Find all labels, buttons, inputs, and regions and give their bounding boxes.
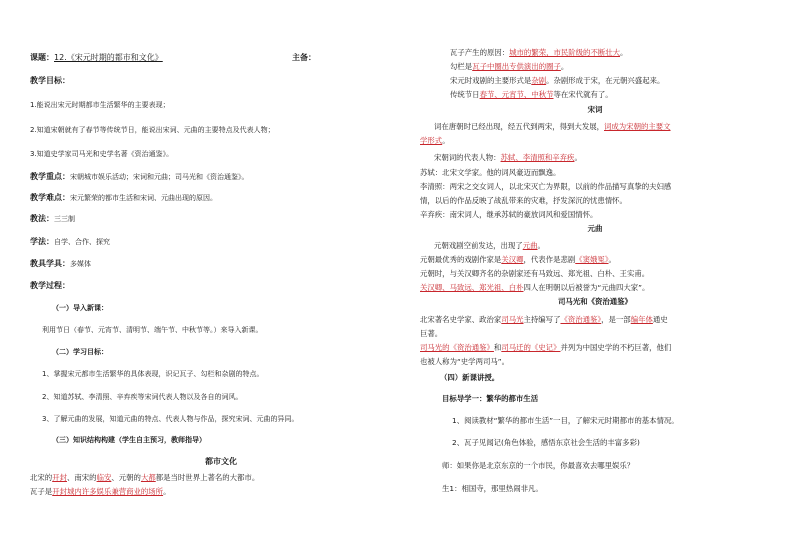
highlight-run: 临安 (96, 473, 112, 482)
highlight-run: 关汉卿 (501, 255, 524, 264)
songci-paragraph-cont (420, 135, 450, 147)
text-run: 并列为中国史学的不朽巨著，他们 (560, 343, 672, 352)
sima-line-cont: 巨著。 (420, 329, 443, 338)
process-heading: 教学过程： (30, 281, 70, 290)
key-label: 教学重点： (30, 172, 70, 181)
highlight-run: 苏轼、李清照和辛弃疾 (500, 153, 575, 162)
goals-heading: 教学目标： (30, 76, 70, 85)
highlight-run: 开封城内许多娱乐兼营商业的场所 (52, 487, 164, 496)
host-label: 主备： (292, 53, 316, 62)
tools-label: 教具学具： (30, 259, 70, 268)
text-run: 词在唐朝时已经出现，经五代到两宋，得到大发展， (434, 122, 604, 131)
goal-item: 1.能说出宋元时期都市生活繁华的主要表现； (30, 101, 170, 109)
text-run: ，是一部 (601, 315, 631, 324)
text-run: 等在宋代就有了。 (553, 90, 613, 99)
xinqiji-line: 辛弃疾：南宋词人，继承苏轼的豪放词风和爱国情怀。 (420, 210, 598, 219)
study-method (30, 236, 110, 248)
zaju-line (450, 75, 664, 87)
sushi-line: 苏轼：北宋文学家。他的词风豪迈而飘逸。 (420, 168, 561, 177)
tools-text: 多媒体 (70, 260, 91, 268)
study-text: 自学、合作、探究 (54, 238, 110, 246)
key-text: 宋朝城市娱乐活动；宋词和元曲；司马光和《资治通鉴》。 (70, 173, 249, 181)
highlight-run: 春节、元宵节、中秋节 (479, 90, 554, 99)
yuanqu-writer (420, 254, 616, 266)
text-run: 。 (560, 62, 569, 71)
text-run: 元朝最优秀的戏剧作家是 (420, 255, 502, 264)
sima-line-2 (420, 342, 671, 354)
student-answer: 生1：相国寺，那里热闹非凡。 (442, 484, 543, 493)
text-run: 通史 (652, 315, 668, 324)
target-item: 2、知道苏轼、李清照、辛弃疾等宋词代表人物以及各自的词风。 (42, 393, 243, 401)
liqingzhao-line-cont: 情，以后的作品反映了战乱带来的灾难，抒发深沉的忧患情怀。 (420, 196, 627, 205)
section-targets-title: （二）学习目标： (52, 348, 108, 356)
sima-heading: 司马光和《资治通鉴》 (558, 297, 632, 306)
highlight-run: 开封 (52, 473, 67, 482)
text-run: 四人在明朝以后被誉为“元曲四大家”。 (523, 283, 650, 292)
highlight-run: 编年体 (630, 315, 653, 324)
method-text: 三三制 (54, 215, 75, 223)
yuanqu-four-masters (420, 282, 649, 294)
yuanqu-heading: 元曲 (587, 224, 603, 233)
text-run: 。 (442, 136, 450, 145)
text-run: 宋元时戏剧的主要形式是 (450, 76, 532, 85)
text-run: 主持编写了 (523, 315, 561, 324)
festivals-line (450, 89, 613, 101)
highlight-run: 元曲 (522, 241, 538, 250)
highlight-run: 《窦娥冤》 (575, 255, 609, 264)
difficult-points (30, 192, 217, 204)
songci-heading: 宋词 (587, 105, 603, 114)
teaching-method (30, 213, 75, 225)
lesson-title: 12.《宋元时期的都市和文化》 (54, 53, 163, 62)
text-run: 、南宋的 (66, 473, 97, 482)
text-run: 。杂剧形成于宋，在元朝兴盛起来。 (546, 76, 665, 85)
wazi-definition (30, 486, 170, 498)
key-points (30, 171, 249, 183)
section-intro-title: （一）导入新课： (52, 304, 108, 312)
study-label: 学法： (30, 237, 54, 246)
text-run: 勾栏是 (450, 62, 473, 71)
difficult-label: 教学难点： (30, 193, 70, 202)
songci-paragraph (434, 121, 671, 133)
difficult-text: 宋元繁荣的都市生活和宋词、元曲出现的原因。 (70, 194, 217, 202)
city-culture-heading: 都市文化 (205, 457, 237, 466)
text-run: 北宋著名史学家、政治家 (420, 315, 502, 324)
lesson-label: 课题： (30, 53, 54, 62)
yuanqu-peers: 元朝时，与关汉卿齐名的杂剧家还有马致远、郑光祖、白朴、王实甫。 (420, 269, 650, 278)
text-run: 。 (608, 255, 616, 264)
text-run: 宋朝词的代表人物： (434, 153, 501, 162)
target1-item: 2、瓦子见闻记(角色体验，感悟东京社会生活的丰富多彩) (452, 438, 640, 447)
wazi-reason (450, 47, 627, 59)
text-run: 元朝戏剧空前发达，出现了 (434, 241, 523, 250)
text-run: 、元朝的 (111, 473, 141, 482)
method-label: 教法： (30, 214, 54, 223)
songci-reps (434, 152, 582, 164)
highlight-run: 杂剧 (531, 76, 547, 85)
lesson-header (30, 52, 185, 64)
target1-item: 1、阅读教材“繁华的都市生活”一目，了解宋元时期都市的基本情况。 (452, 416, 679, 425)
text-run: 传统节日 (450, 90, 480, 99)
goal-item: 2.知道宋朝就有了春节等传统节日，能说出宋词、元曲的主要特点及代表人物； (30, 126, 275, 134)
highlight-run: 大都 (140, 473, 156, 482)
highlight-run: 关汉卿、马致远、郑光祖、白朴 (420, 283, 524, 292)
section-intro-text: 利用节日（春节、元宵节、清明节、端午节、中秋节等。）来导入新课。 (42, 326, 263, 334)
text-run: 。 (163, 487, 171, 496)
target-item: 1、掌握宋元都市生活繁华的具体表现，识记瓦子、勾栏和杂剧的特点。 (42, 370, 264, 378)
text-run: ，代表作是悲剧 (523, 255, 576, 264)
highlight-run: 司马光的《资治通鉴》 (420, 343, 494, 352)
sima-line-3: 也被人称为“史学两司马”。 (420, 357, 509, 366)
text-run: 。 (537, 241, 545, 250)
text-run: 。 (574, 153, 582, 162)
goal-item: 3.知道史学家司马光和史学名著《资治通鉴》。 (30, 150, 174, 158)
liqingzhao-line: 李清照：两宋之交女词人，以北宋灭亡为界限，以前的作品描写真挚的夫妇感 (420, 182, 672, 191)
text-run: 和 (493, 343, 502, 352)
highlight-run: 司马迁的《史记》 (501, 343, 561, 352)
text-run: 瓦子产生的原因： (450, 48, 510, 57)
teaching-tools (30, 258, 91, 270)
city-line (30, 472, 259, 484)
text-run: 。 (620, 48, 628, 57)
teacher-question: 师：如果你是北京东京的一个市民，你最喜欢去哪里娱乐？ (442, 461, 635, 470)
text-run: 北宋的 (30, 473, 53, 482)
yuanqu-line (434, 240, 545, 252)
highlight-run: 《资治通鉴》 (560, 315, 602, 324)
section-structure-title: （三）知识结构构建（学生自主预习，教师指导） (52, 436, 206, 444)
target1-title: 目标导学一：繁华的都市生活 (442, 394, 539, 403)
highlight-run: 司马光 (501, 315, 524, 324)
section-new-lesson-title: （四）新课讲授。 (440, 373, 500, 382)
highlight-run: 学形式 (420, 136, 443, 145)
text-run: 瓦子是 (30, 487, 53, 496)
highlight-run: 城市的繁荣，市民阶级的不断壮大 (509, 48, 621, 57)
goulan-definition (450, 61, 568, 73)
target-item: 3、了解元曲的发展，知道元曲的特点、代表人物与作品，探究宋词、元曲的异同。 (42, 415, 299, 423)
highlight-run: 词成为宋朝的主要文 (604, 122, 671, 131)
text-run: 都是当时世界上著名的大都市。 (155, 473, 260, 482)
sima-line (420, 314, 668, 326)
highlight-run: 瓦子中圈出专供演出的圈子 (472, 62, 561, 71)
